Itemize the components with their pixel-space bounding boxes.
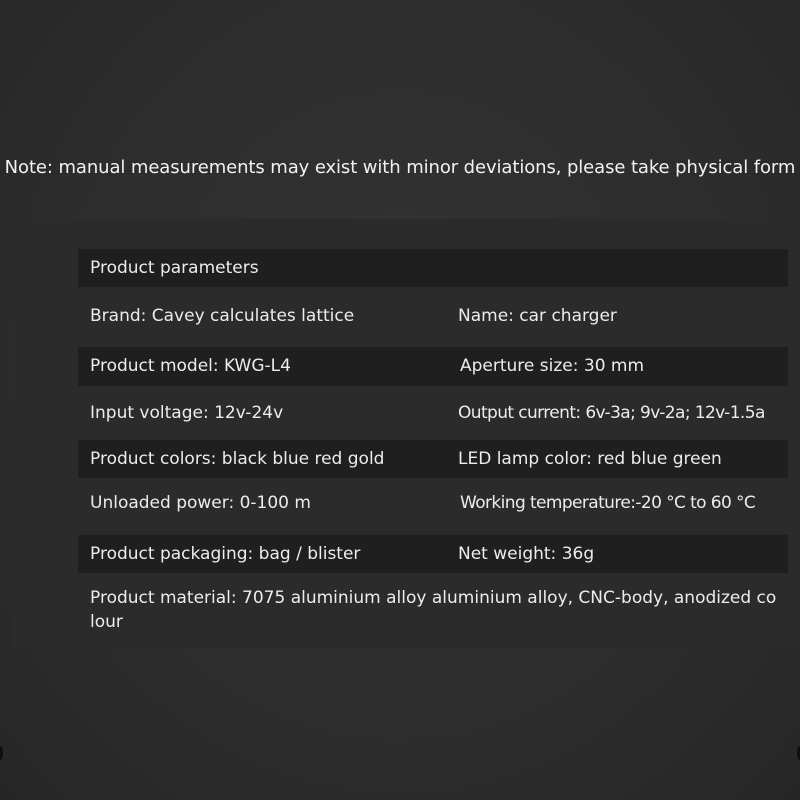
table-row <box>78 483 788 523</box>
table-row <box>78 535 788 573</box>
left-edge-shadow <box>0 746 3 760</box>
product-model-value: Product model: KWG-L4 <box>90 356 291 376</box>
input-voltage-value: Input voltage: 12v-24v <box>90 403 284 423</box>
table-row <box>78 586 788 638</box>
net-weight-value: Net weight: 36g <box>458 544 595 564</box>
output-current-value: Output current: 6v-3a; 9v-2a; 12v-1.5a <box>458 403 765 423</box>
table-row <box>78 440 788 478</box>
table-row <box>78 347 788 386</box>
name-value: Name: car charger <box>458 306 617 326</box>
brand-value: Brand: Cavey calculates lattice <box>90 306 355 326</box>
table-header-row <box>78 249 788 287</box>
working-temperature-value: Working temperature:-20 °C to 60 °C <box>460 493 756 513</box>
product-colors-value: Product colors: black blue red gold <box>90 449 385 469</box>
table-row <box>78 297 788 337</box>
product-material-value: Product material: 7075 aluminium alloy aluminium alloy, CNC-body, anodized colour <box>90 588 777 632</box>
product-packaging-value: Product packaging: bag / blister <box>90 544 361 564</box>
measurement-note: Note: manual measurements may exist with minor deviations, please take physical form <box>4 157 796 178</box>
unloaded-power-value: Unloaded power: 0-100 m <box>90 493 311 513</box>
table-row <box>78 394 788 434</box>
led-lamp-color-value: LED lamp color: red blue green <box>458 449 722 469</box>
table-header: Product parameters <box>90 258 259 278</box>
aperture-size-value: Aperture size: 30 mm <box>460 356 645 376</box>
